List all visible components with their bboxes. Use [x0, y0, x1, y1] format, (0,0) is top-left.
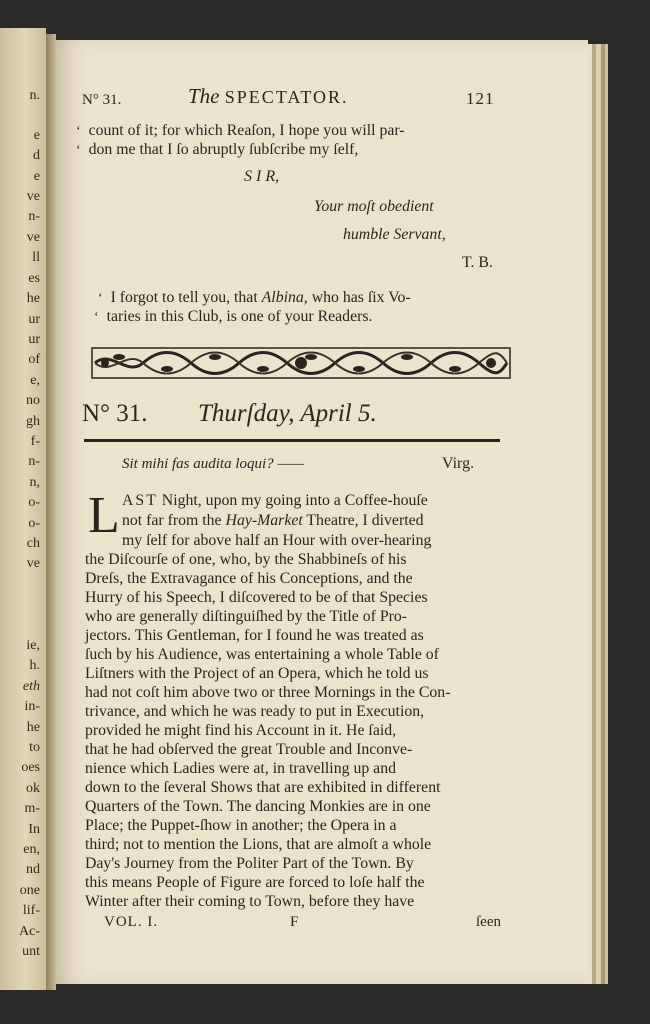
left-page-fragment: ch	[26, 536, 40, 551]
letter-line: ‘ don me that I ſo abruptly ſubſcribe my ſelf,	[76, 141, 359, 158]
letter-line: ‘ count of it; for which Reaſon, I hope you will par-	[76, 122, 405, 139]
left-page-fragment: he	[26, 291, 40, 306]
running-head-title: The SPECTATOR.	[188, 84, 349, 108]
body-line: Liſtners with the Project of an Opera, which he told us	[85, 665, 429, 682]
left-page-fragment: o-	[28, 495, 40, 510]
left-page-fragment: d	[33, 148, 40, 163]
body-line: not far from the Hay-Market Theatre, I diverted	[122, 512, 424, 529]
body-line: my ſelf for above half an Hour with over-hearing	[122, 532, 432, 549]
body-line: third; not to mention the Lions, that are almoſt a whole	[85, 836, 432, 853]
body-line: Place; the Puppet-ſhow in another; the Opera in a	[85, 817, 397, 834]
footer-volume: VOL. I.	[104, 914, 159, 930]
postscript-line: ‘ taries in this Club, is one of your Readers.	[94, 308, 373, 325]
left-page-fragment: ve	[26, 556, 40, 571]
left-page-fragment: m-	[24, 801, 40, 816]
motto-author: Virg.	[442, 455, 475, 472]
left-page-fragment: unt	[22, 944, 40, 959]
left-page-fragment: ve	[26, 189, 40, 204]
left-page-fragment: e	[33, 128, 40, 143]
body-line: Hurry of his Speech, I diſcovered to be of that Species	[85, 589, 428, 606]
closing-line: humble Servant,	[343, 226, 446, 243]
left-page-fragment: nd	[26, 862, 40, 877]
issue-number: N° 31.	[82, 400, 148, 427]
left-page-fragment: ur	[28, 332, 40, 347]
body-line: Dreſs, the Extravagance of his Conceptions, and the	[85, 570, 413, 587]
left-page-fragment: n.	[29, 88, 40, 103]
salutation: S I R,	[244, 168, 280, 185]
left-page-fragment: n-	[28, 209, 40, 224]
drop-cap: L	[88, 487, 120, 544]
left-page-edge	[0, 28, 46, 990]
left-page-fragment: in-	[24, 699, 40, 714]
body-line: ſuch by his Audience, was entertaining a whole Table of	[85, 646, 439, 663]
left-page-fragment: ok	[26, 781, 40, 796]
left-page-fragment: eth	[22, 679, 40, 694]
footer-catchword: ſeen	[476, 914, 501, 930]
body-line: had not coſt him above two or three Mornings in the Con-	[85, 684, 451, 701]
left-page-fragment: lif-	[22, 903, 40, 918]
left-page-fragment: ll	[32, 250, 40, 265]
left-page-fragment: of	[28, 352, 40, 367]
body-line: the Diſcourſe of one, who, by the Shabbineſs of his	[85, 551, 407, 568]
left-page-fragment: es	[28, 271, 40, 286]
left-page-fragment: no	[26, 393, 40, 408]
body-line: who are generally diſtinguiſhed by the Title of Pro-	[85, 608, 408, 625]
body-line: Day's Journey from the Politer Part of the Town. By	[85, 855, 414, 872]
left-page-fragment: h.	[29, 658, 40, 673]
body-line: this means People of Figure are forced to loſe half the	[85, 874, 425, 891]
body-line: jectors. This Gentleman, for I found he was treated as	[85, 627, 424, 644]
postscript-line: ‘ I forgot to tell you, that Albina, who has ſix Vo-	[98, 289, 411, 306]
heading-rule	[84, 439, 500, 442]
left-page-fragment: he	[26, 720, 40, 735]
body-line: Quarters of the Town. The dancing Monkies are in one	[85, 798, 431, 815]
left-page-fragment: e	[33, 169, 40, 184]
body-first-line: AST Night, upon my going into a Coffee-houſe	[122, 492, 428, 509]
body-line: provided he might find his Account in it. He ſaid,	[85, 722, 397, 739]
left-page-fragment: ur	[28, 312, 40, 327]
body-line: Winter after their coming to Town, before they have	[85, 893, 415, 910]
left-page-fragment: n-	[28, 454, 40, 469]
left-page-fragment: ve	[26, 230, 40, 245]
issue-date: Thurſday, April 5.	[198, 400, 377, 427]
body-line: trivance, and which he was ready to put in Execution,	[85, 703, 425, 720]
left-page-fragment: n,	[29, 475, 40, 490]
ornament-headpiece-icon	[91, 345, 511, 381]
left-page-fragment: oes	[21, 760, 40, 775]
left-page-fragment: o-	[28, 516, 40, 531]
left-page-fragment: gh	[26, 414, 40, 429]
book-gutter	[46, 34, 56, 990]
book-page	[56, 40, 588, 984]
left-page-fragment: f-	[30, 434, 40, 449]
left-page-fragment: en,	[23, 842, 40, 857]
motto-quote: Sit mihi fas audita loqui? ——	[122, 456, 305, 472]
body-line: down to the ſeveral Shows that are exhibited in different	[85, 779, 441, 796]
body-line: nience which Ladies were at, in travelling up and	[85, 760, 396, 777]
body-line: that he had obſerved the great Trouble and Inconve-	[85, 741, 413, 758]
page-edge	[605, 44, 608, 984]
left-page-fragment: to	[29, 740, 40, 755]
left-page-fragment: In	[28, 822, 40, 837]
signature-initials: T. B.	[462, 254, 493, 271]
footer-signature: F	[290, 914, 299, 930]
left-page-fragment: Ac-	[19, 924, 40, 939]
left-page-fragment: e,	[30, 373, 40, 388]
left-page-fragment: one	[19, 883, 40, 898]
left-page-fragment: ie,	[26, 638, 40, 653]
page-number: 121	[466, 89, 495, 108]
closing-line: Your moſt obedient	[314, 198, 434, 215]
running-head-number: N° 31.	[82, 92, 122, 108]
